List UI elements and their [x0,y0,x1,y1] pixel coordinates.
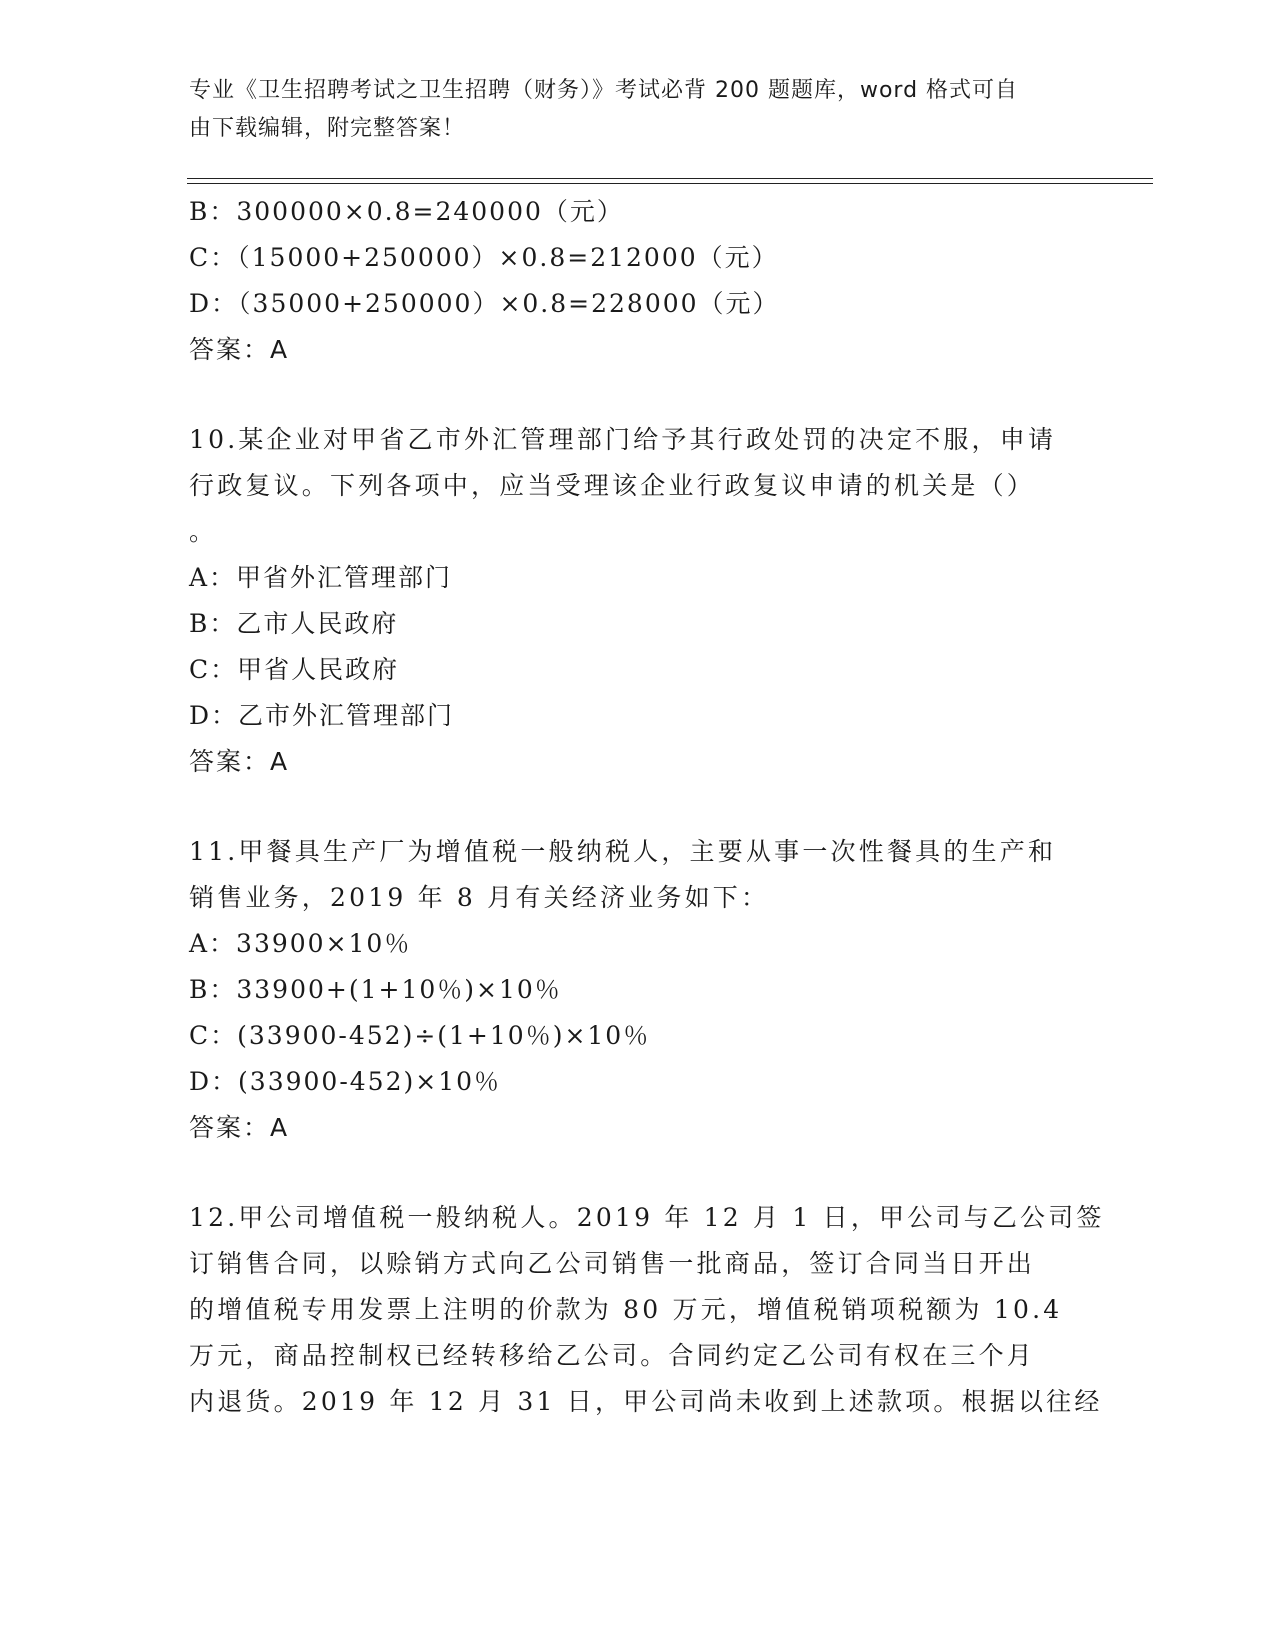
stem-line: 10.某企业对甲省乙市外汇管理部门给予其行政处罚的决定不服，申请 [189,425,1057,454]
option-d: D：乙市外汇管理部门 [189,701,455,730]
spacer [189,373,1089,417]
question-10-options [189,555,1089,739]
option-b: B：300000×0.8=240000（元） [189,197,624,226]
option-c: C：（15000+250000）×0.8=212000（元） [189,243,779,272]
header-divider [187,178,1153,184]
question-10-answer: 答案：A [189,747,290,776]
stem-line: 12.甲公司增值税一般纳税人。2019 年 12 月 1 日，甲公司与乙公司签 [189,1203,1105,1232]
option-b: B：乙市人民政府 [189,609,399,638]
spacer [189,785,1089,829]
stem-line: 销售业务，2019 年 8 月有关经济业务如下： [189,883,770,912]
header-line-1: 专业《卫生招聘考试之卫生招聘（财务）》考试必背 200 题题库，word 格式可自 [189,78,1019,103]
stem-line: 内退货。2019 年 12 月 31 日，甲公司尚未收到上述款项。根据以往经 [189,1387,1103,1416]
option-d: D：（35000+250000）×0.8=228000（元） [189,289,780,318]
question-9-options [189,189,1089,327]
option-c: C：(33900-452)÷(1+10％)×10％ [189,1021,651,1050]
question-11-options [189,921,1089,1105]
question-content [189,189,1105,1425]
question-12-stem [189,1195,1105,1425]
question-10-stem [189,417,1089,555]
document-header [189,72,1069,148]
question-11-answer: 答案：A [189,1113,290,1142]
stem-line: 行政复议。下列各项中，应当受理该企业行政复议申请的机关是（） [189,471,1036,500]
stem-line: 。 [189,517,218,546]
option-a: A：甲省外汇管理部门 [189,563,453,592]
stem-line: 万元，商品控制权已经转移给乙公司。合同约定乙公司有权在三个月 [189,1341,1036,1370]
option-a: A：33900×10％ [189,929,412,958]
stem-line: 11.甲餐具生产厂为增值税一般纳税人，主要从事一次性餐具的生产和 [189,837,1057,866]
option-d: D：(33900-452)×10％ [189,1067,502,1096]
option-c: C：甲省人民政府 [189,655,400,684]
spacer [189,1151,1089,1195]
option-b: B：33900+(1+10％)×10％ [189,975,562,1004]
header-line-2: 由下载编辑，附完整答案！ [189,116,466,141]
stem-line: 订销售合同，以赊销方式向乙公司销售一批商品，签订合同当日开出 [189,1249,1036,1278]
question-9-answer: 答案：A [189,335,290,364]
stem-line: 的增值税专用发票上注明的价款为 80 万元，增值税销项税额为 10.4 [189,1295,1063,1324]
question-11-stem [189,829,1089,921]
